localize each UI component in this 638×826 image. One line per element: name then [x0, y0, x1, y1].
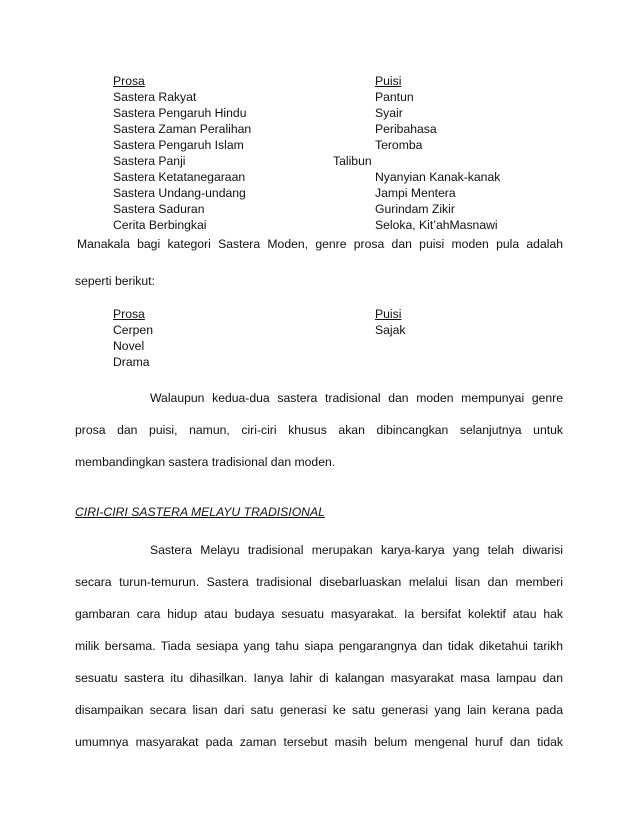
puisi-item: Gurindam Zikir	[375, 202, 455, 216]
prosa-item: Novel	[113, 339, 145, 353]
prosa-item: Cerpen	[113, 323, 153, 337]
prosa-item: Sastera Undang-undang	[113, 186, 246, 200]
section-heading: CIRI-CIRI SASTERA MELAYU TRADISIONAL	[75, 505, 325, 519]
puisi-item: Seloka, Kit’ahMasnawi	[375, 218, 498, 232]
prosa-item: Sastera Zaman Peralihan	[113, 122, 252, 136]
puisi-item: Teromba	[375, 138, 423, 152]
paragraph-line: Manakala bagi kategori Sastera Moden, genre prosa dan puisi moden pula adalah	[77, 237, 563, 251]
puisi-item: Jampi Mentera	[375, 186, 456, 200]
puisi-item: Pantun	[375, 90, 414, 104]
paragraph-line: umumnya masyarakat pada zaman tersebut masih belum mengenal huruf dan tidak	[75, 735, 563, 749]
prosa-header: Prosa	[113, 307, 145, 321]
puisi-item: Sajak	[375, 323, 406, 337]
puisi-item: Peribahasa	[375, 122, 437, 136]
puisi-header: Puisi	[375, 74, 402, 88]
puisi-header: Puisi	[375, 307, 402, 321]
paragraph-line: sesuatu sastera itu dihasilkan. Ianya lahir di kalangan masyarakat masa lampau dan	[75, 671, 563, 685]
prosa-item: Sastera Panji	[113, 154, 186, 168]
paragraph-line: gambaran cara hidup atau budaya sesuatu masyarakat. Ia bersifat kolektif atau hak	[75, 607, 563, 621]
prosa-item: Cerita Berbingkai	[113, 218, 207, 232]
paragraph-line: disampaikan secara lisan dari satu generasi ke satu generasi yang lain kerana pada	[75, 703, 563, 717]
paragraph-line: milik bersama. Tiada sesiapa yang tahu siapa pengarangnya dan tidak diketahui tarikh	[75, 639, 563, 653]
paragraph-line: seperti berikut:	[75, 274, 155, 288]
prosa-item: Drama	[113, 355, 150, 369]
paragraph-line: secara turun-temurun. Sastera tradisional disebarluaskan melalui lisan dan memberi	[75, 575, 563, 589]
paragraph-line: membandingkan sastera tradisional dan moden.	[75, 455, 336, 469]
prosa-item: Sastera Rakyat	[113, 90, 197, 104]
prosa-item: Sastera Saduran	[113, 202, 205, 216]
prosa-item: Sastera Ketatanegaraan	[113, 170, 246, 184]
paragraph-line: Sastera Melayu tradisional merupakan karya-karya yang telah diwarisi	[150, 543, 563, 557]
puisi-item: Talibun	[333, 154, 372, 168]
prosa-header: Prosa	[113, 74, 145, 88]
puisi-item: Nyanyian Kanak-kanak	[375, 170, 501, 184]
prosa-item: Sastera Pengaruh Islam	[113, 138, 244, 152]
paragraph-line: prosa dan puisi, namun, ciri-ciri khusus akan dibincangkan selanjutnya untuk	[75, 423, 563, 437]
prosa-item: Sastera Pengaruh Hindu	[113, 106, 247, 120]
puisi-item: Syair	[375, 106, 403, 120]
paragraph-line: Walaupun kedua-dua sastera tradisional dan moden mempunyai genre	[150, 391, 563, 405]
